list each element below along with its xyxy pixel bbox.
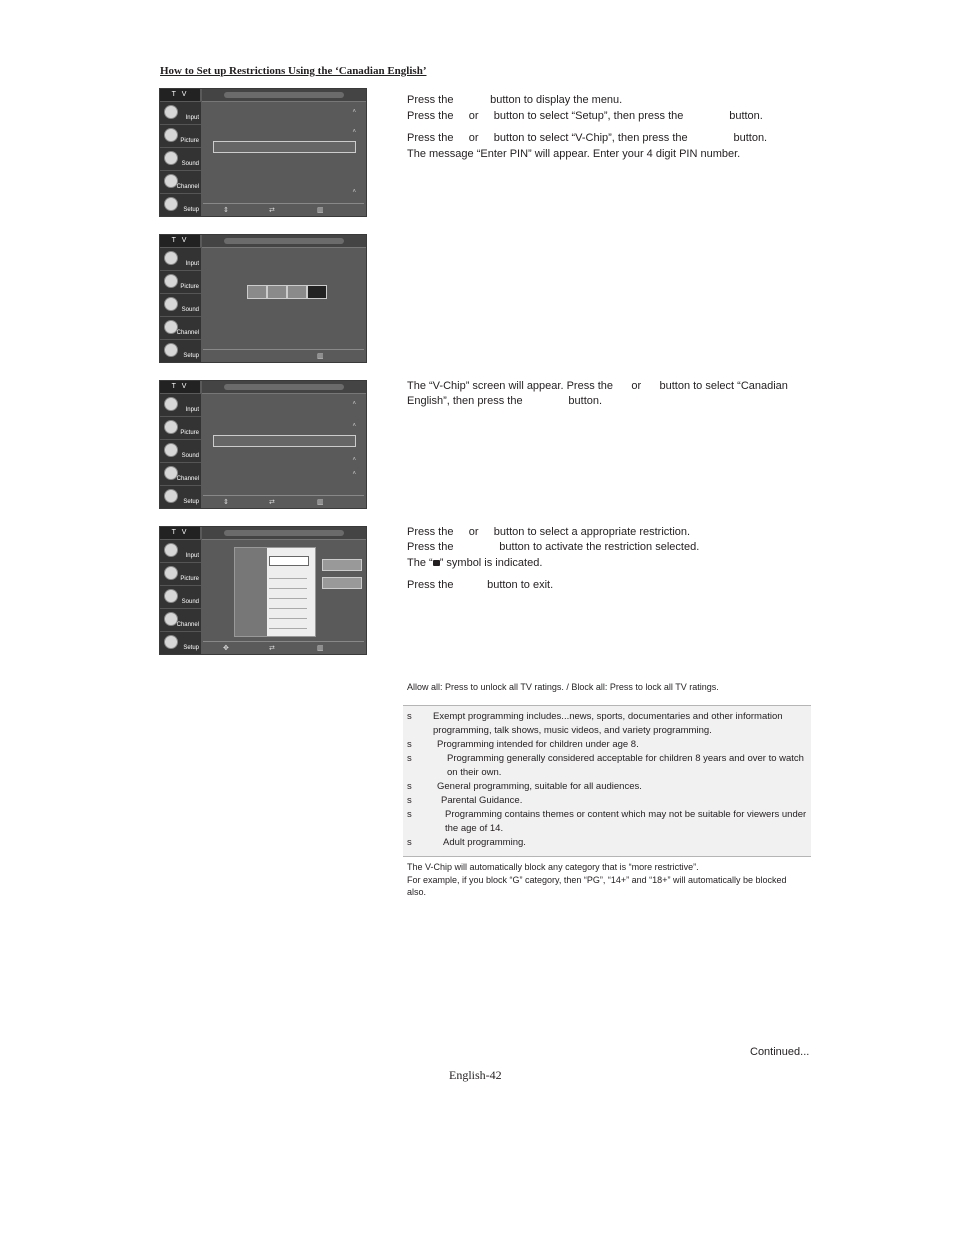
tv-sidebar (160, 394, 201, 508)
sound-icon (164, 297, 178, 311)
step-2b: The message “Enter PIN” will appear. Enter your 4 digit PIN number. (407, 148, 741, 160)
tv-screen-rating-table (159, 526, 367, 655)
sidebar-item-sound: Sound (160, 148, 201, 171)
picture-icon (164, 274, 178, 288)
sidebar-item-input: Input (160, 394, 201, 417)
setup-icon (164, 197, 178, 211)
picture-icon (164, 566, 178, 580)
input-icon (164, 397, 178, 411)
allow-block-note: Allow all: Press to unlock all TV ratings. / Block all: Press to lock all TV ratings. (407, 682, 719, 692)
picture-icon (164, 128, 178, 142)
pin-digit-2 (267, 285, 287, 299)
tv-label: T V (160, 527, 200, 539)
sound-icon (164, 443, 178, 457)
sidebar-item-picture: Picture (160, 563, 201, 586)
sidebar-item-picture: Picture (160, 125, 201, 148)
navigation-hints (203, 495, 364, 508)
block-all-button (322, 577, 362, 589)
picture-icon (164, 420, 178, 434)
pin-digit-3 (287, 285, 307, 299)
input-icon (164, 251, 178, 265)
sidebar-item-picture: Picture (160, 417, 201, 440)
move-icon: ⇕ (223, 499, 229, 506)
step-1b: Press the or button to select “Setup”, then press the button. (407, 110, 763, 122)
footnote-1: The V-Chip will automatically block any category that is “more restrictive”. (407, 862, 699, 872)
sidebar-item-channel: Channel (160, 463, 201, 486)
continued-label: Continued... (750, 1046, 810, 1058)
input-icon (164, 105, 178, 119)
highlighted-menu-row (213, 435, 356, 447)
input-icon (164, 543, 178, 557)
page-number: English-42 (449, 1068, 502, 1082)
sidebar-item-input: Input (160, 248, 201, 271)
footnote-2: For example, if you block “G” category, then “PG”, “14+” and “18+” will automatically be blocked also. (407, 875, 787, 897)
rating-notes (403, 705, 811, 857)
move-icon: ✥ (223, 645, 229, 652)
step-1a: Press the button to display the menu. (407, 94, 623, 106)
allow-all-button (322, 559, 362, 571)
step-4b: Press the button to activate the restriction selected. (407, 541, 700, 553)
highlighted-menu-row (213, 141, 356, 153)
sidebar-item-channel: Channel (160, 317, 201, 340)
menu-list: ˄ ˄ ˄ (203, 105, 362, 202)
menu-title-bar (202, 527, 366, 540)
lock-icon (433, 560, 440, 566)
return-icon: ▥ (317, 499, 324, 506)
return-icon: ▥ (317, 353, 324, 360)
return-icon: ▥ (317, 207, 324, 214)
navigation-hints (203, 641, 364, 654)
tv-label: T V (160, 89, 200, 101)
navigation-hints (203, 349, 364, 362)
move-icon: ⇕ (223, 207, 229, 214)
note-2: s Programming intended for children under age 8. (407, 739, 639, 750)
sidebar-item-input: Input (160, 540, 201, 563)
navigation-hints (203, 203, 364, 216)
note-5: s Parental Guidance. (407, 795, 523, 806)
step-2a: Press the or button to select “V-Chip”, then press the button. (407, 132, 768, 144)
tv-sidebar (160, 248, 201, 362)
pin-digit-4 (307, 285, 327, 299)
sidebar-item-sound: Sound (160, 440, 201, 463)
sound-icon (164, 151, 178, 165)
note-3: s Programming generally considered acceptable for children 8 years and over to watch on their own. (407, 753, 804, 778)
setup-icon (164, 489, 178, 503)
sidebar-item-channel: Channel (160, 171, 201, 194)
sidebar-item-setup: Setup (160, 486, 201, 509)
menu-title-bar (202, 235, 366, 248)
vchip-list: ˄ ˄ ˄ ˄ (203, 397, 362, 494)
pin-digit-1 (247, 285, 267, 299)
enter-icon: ⇄ (269, 499, 275, 506)
sidebar-item-setup: Setup (160, 340, 201, 363)
note-7: s Adult programming. (407, 837, 526, 848)
setup-icon (164, 635, 178, 649)
sound-icon (164, 589, 178, 603)
tv-screen-vchip-menu (159, 380, 367, 509)
enter-icon: ⇄ (269, 207, 275, 214)
step-4c: The “ ” symbol is indicated. (407, 557, 543, 569)
pin-entry (203, 251, 362, 348)
enter-icon: ⇄ (269, 645, 275, 652)
tv-screen-enter-pin (159, 234, 367, 363)
step-4a: Press the or button to select a appropriate restriction. (407, 526, 691, 538)
sidebar-item-input: Input (160, 102, 201, 125)
step-4d: Press the button to exit. (407, 579, 554, 591)
tv-label: T V (160, 381, 200, 393)
step-3b: English”, then press the button. (407, 395, 603, 407)
sidebar-item-channel: Channel (160, 609, 201, 632)
rating-table (234, 547, 316, 637)
setup-icon (164, 343, 178, 357)
step-3a: The “V-Chip” screen will appear. Press the or button to select “Canadian (407, 380, 788, 392)
note-1: s Exempt programming includes...news, sports, documentaries and other information programming, talk shows, music videos, and variety programming. (407, 711, 783, 736)
tv-screen-setup-menu (159, 88, 367, 217)
sidebar-item-setup: Setup (160, 194, 201, 217)
menu-title-bar (202, 89, 366, 102)
lock-cell (269, 556, 309, 566)
return-icon: ▥ (317, 645, 324, 652)
note-6: s Programming contains themes or content which may not be suitable for viewers under the age of 14. (407, 809, 807, 834)
page-title: How to Set up Restrictions Using the ‘Canadian English’ (160, 65, 427, 77)
tv-sidebar (160, 540, 201, 654)
sidebar-item-sound: Sound (160, 586, 201, 609)
menu-title-bar (202, 381, 366, 394)
tv-sidebar (160, 102, 201, 216)
sidebar-item-picture: Picture (160, 271, 201, 294)
note-4: s General programming, suitable for all audiences. (407, 781, 642, 792)
tv-label: T V (160, 235, 200, 247)
sidebar-item-setup: Setup (160, 632, 201, 655)
sidebar-item-sound: Sound (160, 294, 201, 317)
